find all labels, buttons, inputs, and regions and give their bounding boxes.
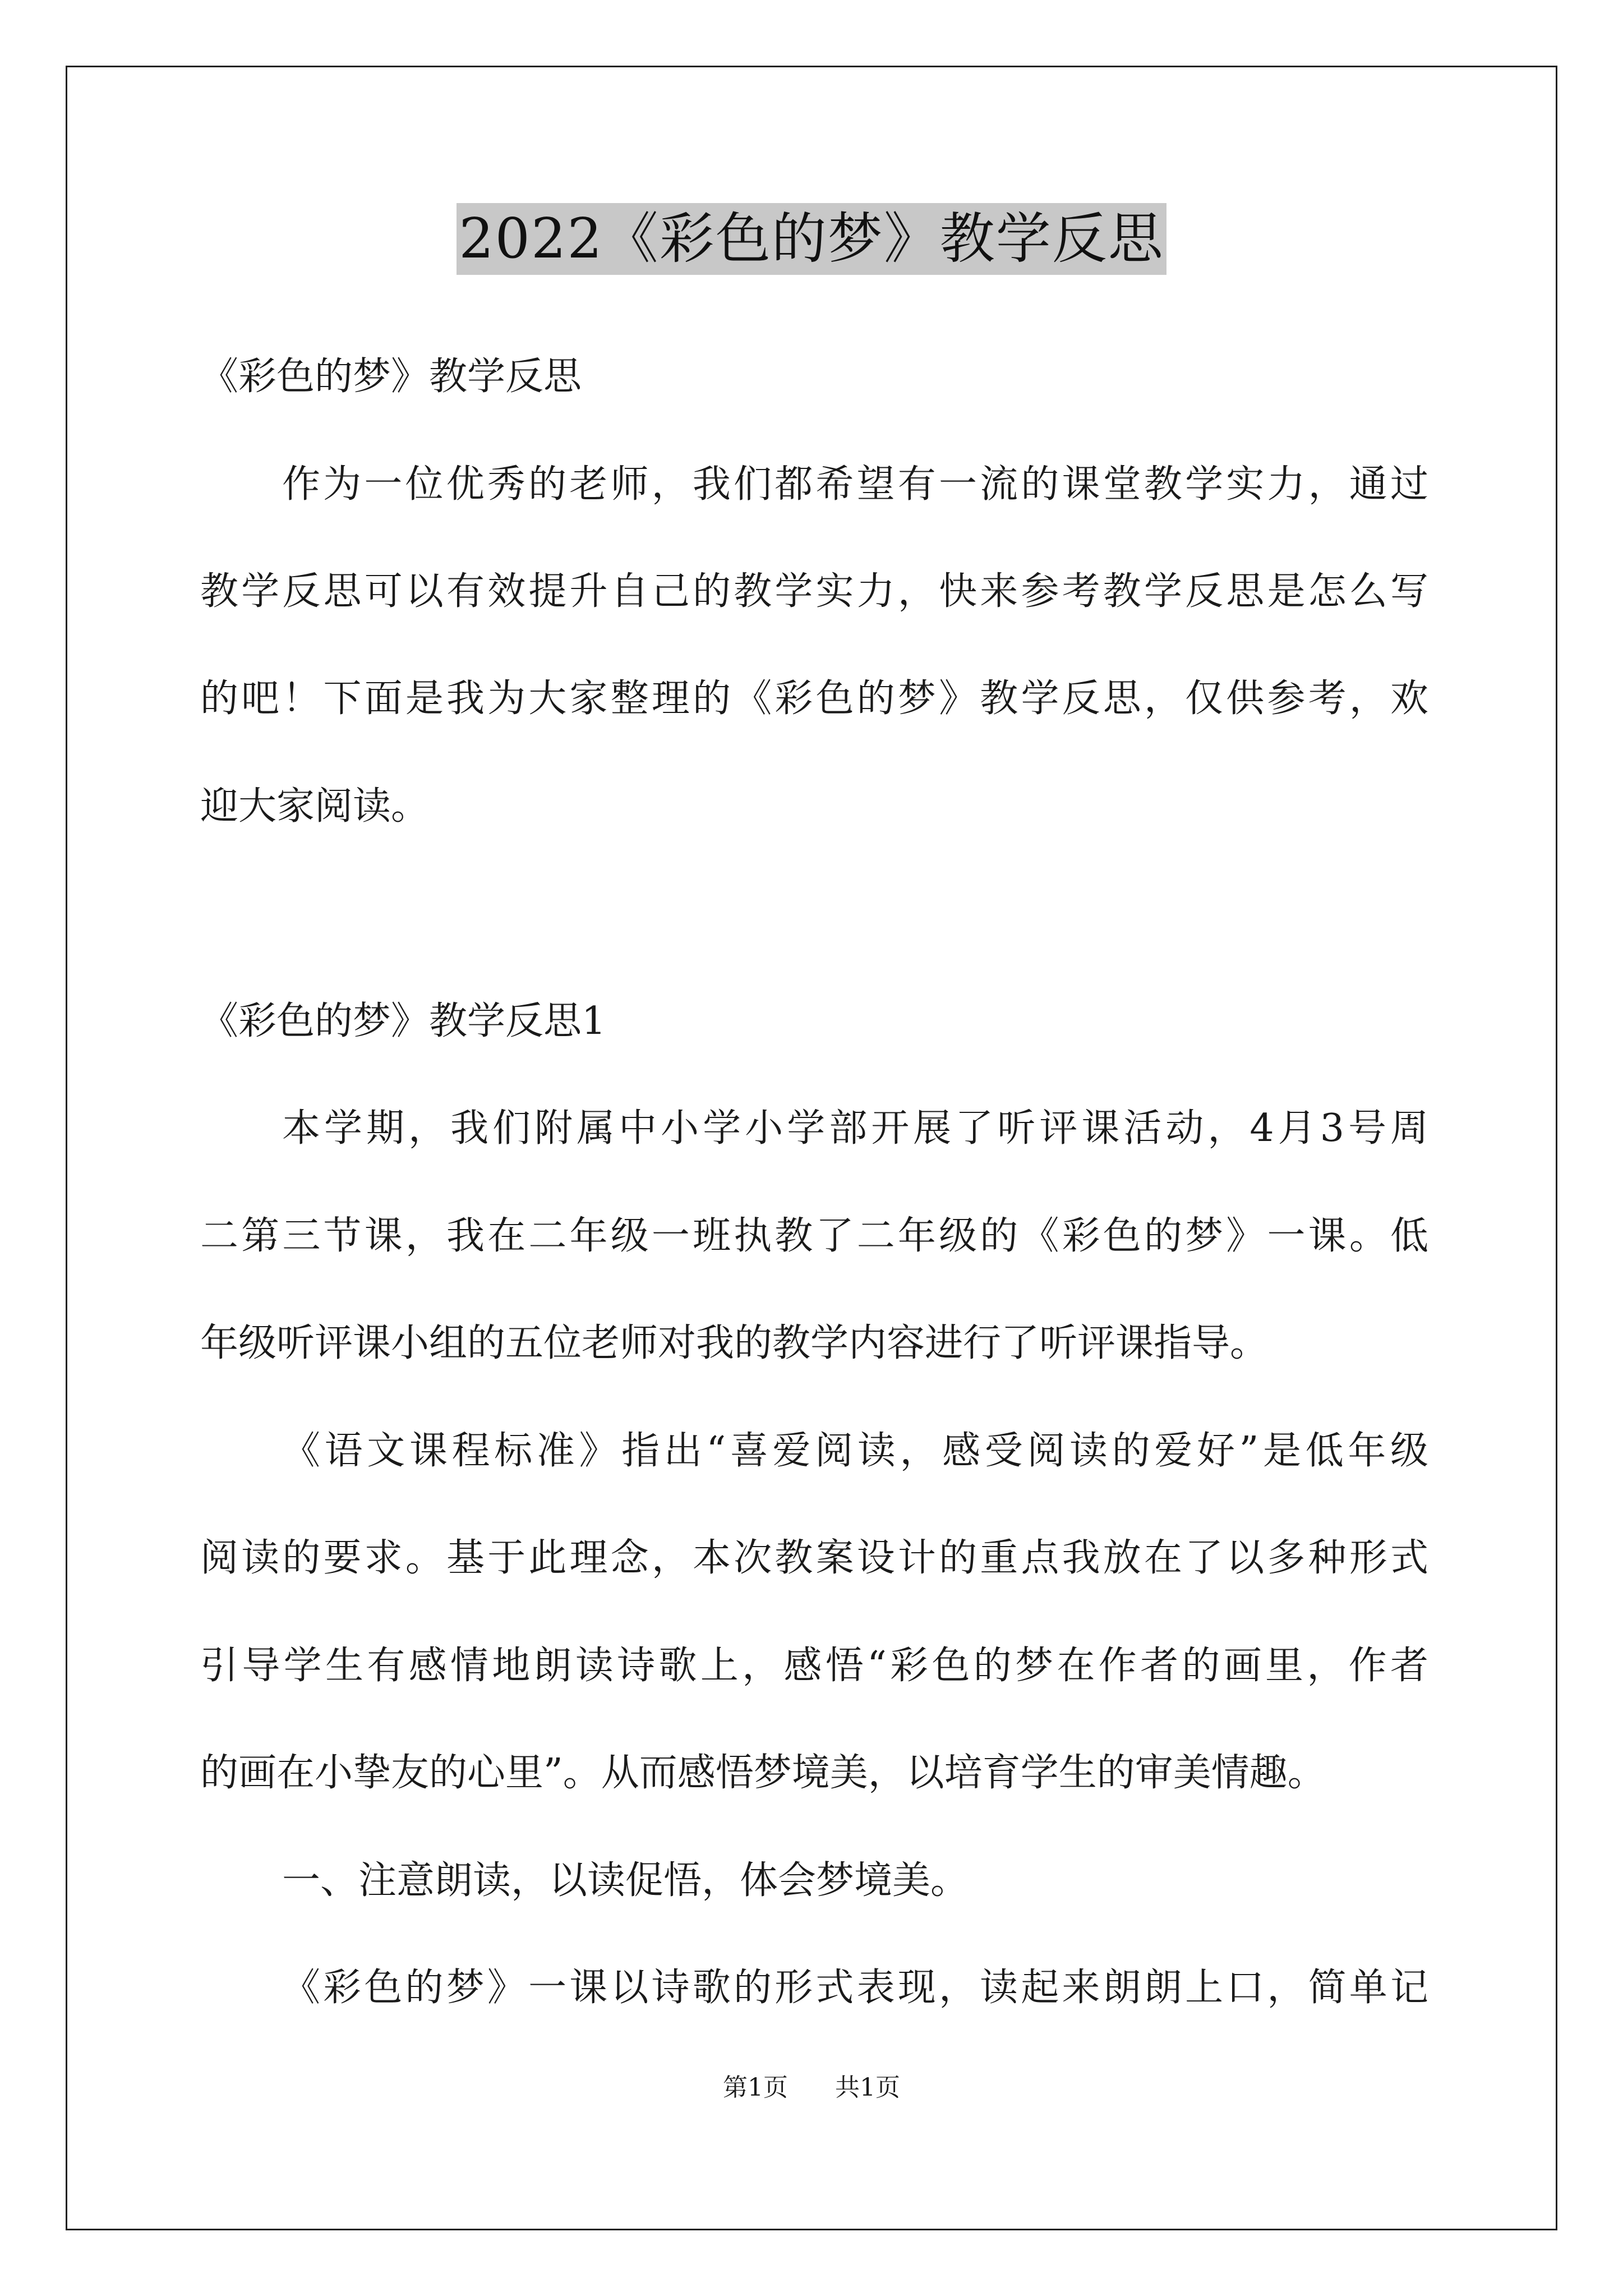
paragraph-line-3: 年级听评课小组的五位老师对我的教学内容进行了听评课指导。 xyxy=(200,1321,1269,1365)
paragraph-line-7: 的画在小挚友的心里”。从而感悟梦境美，以培育学生的审美情趣。 xyxy=(200,1751,1326,1795)
intro-line-1: 作为一位优秀的老师，我们都希望有一流的课堂教学实力，通过 xyxy=(282,462,1428,507)
paragraph-line-5: 阅读的要求。基于此理念，本次教案设计的重点我放在了以多种形式 xyxy=(200,1536,1428,1580)
title-container xyxy=(0,203,1623,275)
total-pages: 共1页 xyxy=(835,2073,900,2102)
page-footer xyxy=(0,2071,1623,2105)
paragraph-line-6: 引导学生有感情地朗读诗歌上，感悟“彩色的梦在作者的画里，作者 xyxy=(200,1644,1428,1688)
paragraph-line-8: 《彩色的梦》一课以诗歌的形式表现，读起来朗朗上口，简单记 xyxy=(282,1966,1428,2010)
page-number: 第1页 xyxy=(723,2073,788,2102)
paragraph-line-1: 本学期，我们附属中小学小学部开展了听评课活动，4月3号周 xyxy=(282,1106,1428,1151)
subtitle-line: 《彩色的梦》教学反思 xyxy=(200,355,582,399)
intro-line-4: 迎大家阅读。 xyxy=(200,784,430,829)
paragraph-line-4: 《语文课程标准》指出“喜爱阅读，感受阅读的爱好”是低年级 xyxy=(282,1429,1428,1473)
paragraph-line-2: 二第三节课，我在二年级一班执教了二年级的《彩色的梦》一课。低 xyxy=(200,1214,1428,1258)
intro-line-2: 教学反思可以有效提升自己的教学实力，快来参考教学反思是怎么写 xyxy=(200,569,1428,614)
intro-line-3: 的吧！下面是我为大家整理的《彩色的梦》教学反思，仅供参考，欢 xyxy=(200,677,1428,721)
document-title: 2022《彩色的梦》教学反思 xyxy=(457,203,1166,275)
section-heading-1: 《彩色的梦》教学反思1 xyxy=(200,999,606,1043)
subsection-heading-1: 一、注意朗读，以读促悟，体会梦境美。 xyxy=(282,1858,969,1903)
